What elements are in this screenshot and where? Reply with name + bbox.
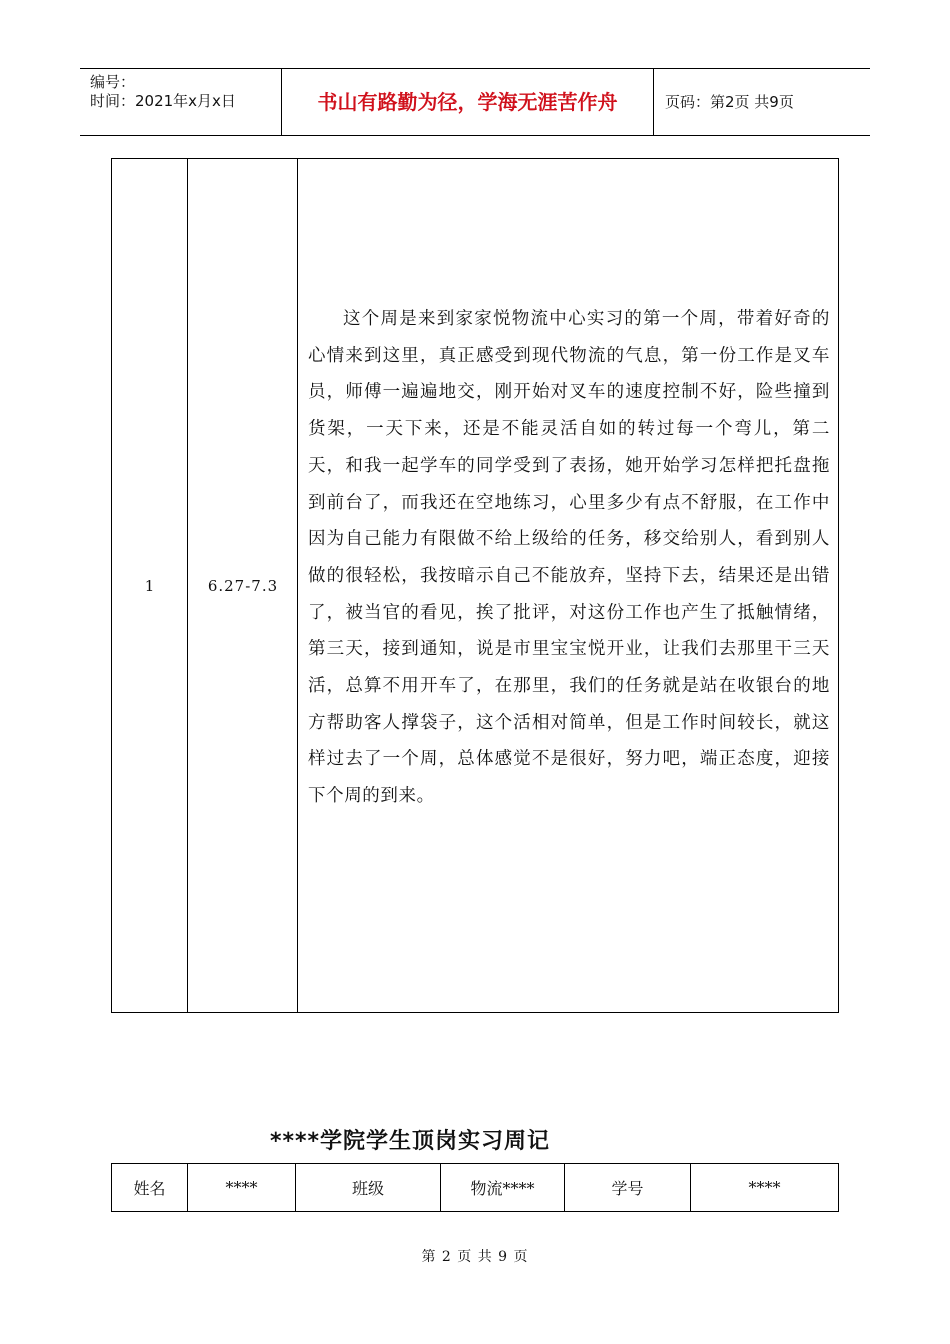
- header-page-info: 页码：第2页 共9页: [665, 93, 794, 111]
- journal-table: [111, 158, 839, 1013]
- date-range: 6.27-7.3: [207, 576, 279, 595]
- section-title: ****学院学生顶岗实习周记: [270, 1129, 551, 1154]
- page-footer: 第 2 页 共 9 页: [421, 1249, 529, 1265]
- class-label: 班级: [351, 1179, 384, 1198]
- id-value: ****: [748, 1178, 781, 1197]
- name-value: ****: [225, 1178, 258, 1197]
- class-value: 物流****: [470, 1179, 535, 1198]
- id-label: 学号: [611, 1179, 644, 1198]
- name-label: 姓名: [133, 1179, 166, 1198]
- week-number: 1: [144, 576, 155, 595]
- journal-entry: 这个周是来到家家悦物流中心实习的第一个周，带着好奇的心情来到这里，真正感受到现代物流的气息，第一份工作是叉车员，师傅一遍遍地交，刚开始对叉车的速度控制不好，险些撞到货架，一天下来，还是不能灵活自如的转过每一个弯儿，第二天，和我一起学车的同学受到了表扬，她开始学习怎样把托盘拖到前台了，而我还在空地练习，心里多少有点不舒服，在工作中因为自己能力有限做不给上级给的任务，移交给别人，看到别人做的很轻松，我按暗示自己不能放弃，坚持下去，结果还是出错了，被当官的看见，挨了批评，对这份工作也产生了抵触情绪，第三天，接到通知，说是市里宝宝悦开业，让我们去那里干三天活，总算不用开车了，在那里，我们的任务就是站在收银台的地方帮助客人撑袋子，这个活相对简单，但是工作时间较长，就这样过去了一个周，总体感觉不是很好，努力吧，端正态度，迎接下个周的到来。: [308, 309, 830, 807]
- page-header: [80, 68, 870, 136]
- header-motto: 书山有路勤为径，学海无涯苦作舟: [281, 69, 654, 135]
- time-label: 时间：2021年x月x日: [90, 92, 236, 110]
- header-meta: [90, 73, 236, 111]
- serial-label: 编号：: [90, 73, 136, 91]
- student-info-table: [111, 1163, 839, 1212]
